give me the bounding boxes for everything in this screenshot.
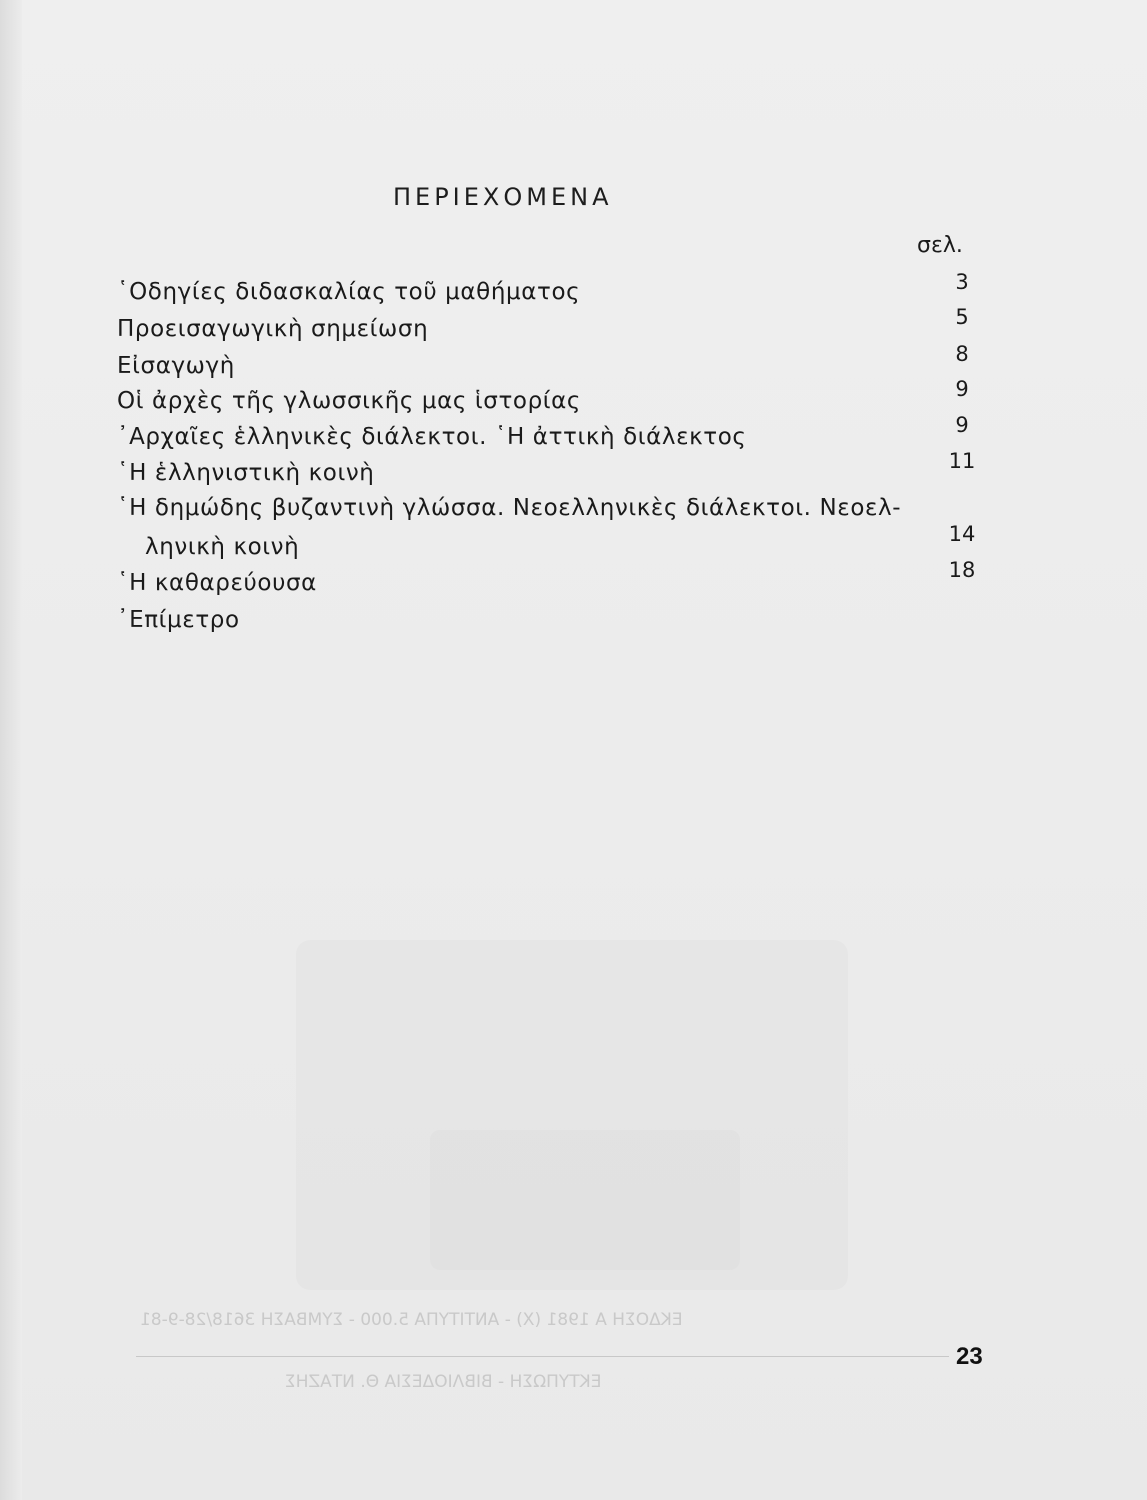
toc-entry-continuation: ληνικὴ κοινὴ [145,534,300,560]
bleed-through-image-inner [430,1130,740,1270]
toc-page-number: 18 [948,558,976,582]
toc-page-number: 9 [955,377,969,401]
folio-page-number: 23 [956,1343,983,1370]
toc-entry: Εἰσαγωγὴ [117,353,235,379]
toc-entry: ῾Η καθαρεύουσα [117,570,317,596]
toc-entry: ᾿Αρχαῖες ἑλληνικὲς διάλεκτοι. ῾Η ἀττικὴ διάλεκτος [117,424,747,450]
page-edge-shadow [0,0,22,1500]
toc-entry: Οἱ ἀρχὲς τῆς γλωσσικῆς μας ἱστορίας [117,388,582,414]
toc-page-number: 5 [955,305,969,329]
toc-entry: ῾Η ἑλληνιστικὴ κοινὴ [117,460,375,486]
bleed-through-line-2: ΕΚΤΥΠΩΣΗ - ΒΙΒΛΙΟΔΕΣΙΑ Θ. ΝΤΑΖΗΣ [285,1372,602,1392]
toc-entry: ῾Οδηγίες διδασκαλίας τοῦ μαθήματος [117,279,581,305]
toc-entry: ῾Η δημώδης βυζαντινὴ γλώσσα. Νεοελληνικὲς διάλεκτοι. Νεοελ- [117,495,902,521]
toc-page-number: 14 [948,522,976,546]
bleed-through-line-1: ΕΚΔΟΣΗ Α 1981 (Χ) - ΑΝΤΙΤΥΠΑ 5.000 - ΣΥΜΒΑΣΗ 3618/28-9-81 [140,1310,683,1330]
toc-entry: ᾿Επίμετρο [117,607,240,633]
toc-page-number: 9 [955,413,969,437]
toc-page-number: 11 [948,449,976,473]
footer-rule [136,1356,949,1357]
pages-column-label: σελ. [917,233,963,258]
toc-entry: Προεισαγωγικὴ σημείωση [117,316,429,342]
toc-title: ΠΕΡΙΕΧΟΜΕΝΑ [393,183,613,211]
toc-page-number: 3 [955,270,969,294]
toc-page-number: 8 [955,342,969,366]
